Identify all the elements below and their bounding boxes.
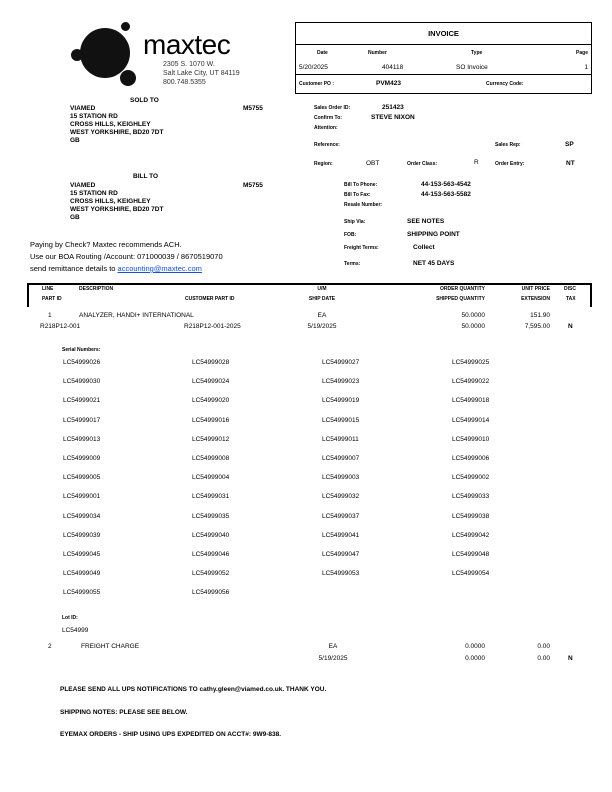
- company-name: maxtec: [143, 29, 231, 60]
- line-extension: 7,595.00: [524, 323, 550, 330]
- serial-number: LC54999032: [322, 493, 360, 501]
- serial-number: LC54999007: [322, 455, 360, 462]
- region-label: Region:: [314, 161, 333, 167]
- sold-to-code: M5755: [243, 105, 263, 112]
- bill-to-name: VIAMED: [70, 182, 96, 189]
- type-label: Type: [471, 50, 483, 56]
- terms: NET 45 DAYS: [413, 260, 455, 267]
- logo-dot: [121, 22, 130, 31]
- line-description: FREIGHT CHARGE: [81, 643, 140, 650]
- serial-number: LC54999039: [63, 531, 101, 539]
- confirm-to-label: Confirm To:: [314, 115, 342, 121]
- bill-to-fax: 44-153-563-5582: [421, 191, 471, 198]
- line-order-qty: 50.0000: [461, 312, 485, 319]
- serial-number: LC54999014: [452, 416, 490, 424]
- remittance-note: [30, 265, 202, 274]
- line-description: ANALYZER, HANDI+ INTERNATIONAL: [79, 312, 194, 319]
- sold-to-line: WEST YORKSHIRE, BD20 7DT: [70, 129, 164, 136]
- line-number: 1: [48, 312, 52, 319]
- serial-number: LC54999056: [192, 589, 230, 597]
- serial-number: LC54999054: [452, 570, 490, 578]
- logo-dot: [120, 70, 136, 86]
- serial-number: LC54999021: [63, 397, 101, 405]
- fob: SHIPPING POINT: [407, 231, 460, 238]
- invoice-page: 1: [584, 64, 588, 71]
- serial-number: LC54999052: [192, 570, 230, 578]
- serial-number: LC54999046: [192, 551, 230, 558]
- serial-number: LC54999019: [322, 397, 360, 405]
- col-description: DESCRIPTION: [79, 286, 114, 292]
- serial-number: LC54999045: [63, 551, 101, 558]
- serial-number: LC54999008: [192, 455, 230, 462]
- serial-number: LC54999020: [192, 397, 230, 405]
- remittance-text: send remittance details to: [30, 264, 118, 273]
- sales-order-id: 251423: [382, 104, 404, 111]
- company-address2: Salt Lake City, UT 84119: [163, 70, 240, 77]
- col-extension: EXTENSION: [521, 296, 550, 302]
- serial-number: LC54999033: [452, 493, 490, 501]
- page-label: Page: [576, 50, 588, 56]
- bill-to-code: M5755: [243, 182, 263, 189]
- col-ship-date: SHIP DATE: [308, 296, 336, 302]
- serial-number: LC54999038: [452, 512, 490, 520]
- line-tax: N: [568, 655, 573, 662]
- serial-number: LC54999024: [192, 378, 230, 386]
- line-customer-part-id: R218P12-001-2025: [184, 323, 241, 330]
- serial-number: LC54999026: [63, 359, 101, 366]
- terms-label: Terms:: [344, 261, 361, 267]
- ship-via: SEE NOTES: [407, 218, 445, 225]
- invoice-type: SO Invoice: [456, 64, 488, 71]
- phone-label: Bill To Phone:: [344, 182, 378, 188]
- col-disc: DISC: [564, 286, 576, 292]
- serial-number: LC54999016: [192, 416, 230, 424]
- line-shipped-qty: 50.0000: [461, 323, 485, 330]
- reference-label: Reference:: [314, 142, 340, 148]
- confirm-to: STEVE NIXON: [371, 114, 415, 121]
- serial-number: LC54999002: [452, 474, 490, 482]
- bill-to-heading: BILL TO: [133, 173, 159, 180]
- invoice-date: 5/20/2025: [299, 64, 328, 71]
- order-entry: NT: [566, 160, 575, 167]
- bill-to-line: CROSS HILLS, KEIGHLEY: [70, 198, 151, 205]
- sold-to-line: 15 STATION RD: [70, 113, 118, 120]
- serial-number: LC54999034: [63, 512, 101, 520]
- line-part-id: R218P12-001: [40, 323, 81, 330]
- eyemax-orders-note: EYEMAX ORDERS - SHIP USING UPS EXPEDITED ON ACCT#: 9W9-838.: [60, 731, 282, 738]
- serial-number: LC54999031: [192, 493, 230, 501]
- payment-note: Paying by Check? Maxtec recommends ACH.: [30, 240, 182, 249]
- line-order-qty: 0.0000: [465, 643, 485, 650]
- region: OBT: [366, 160, 380, 167]
- col-customer-part-id: CUSTOMER PART ID: [185, 296, 235, 302]
- serial-number: LC54999006: [452, 455, 490, 462]
- accounting-email-link[interactable]: accounting@maxtec.com: [117, 264, 202, 273]
- company-phone: 800.748.5355: [163, 79, 206, 86]
- company-address1: 2305 S. 1070 W.: [163, 61, 215, 68]
- serial-number: LC54999009: [63, 455, 101, 462]
- invoice-box: [295, 22, 592, 94]
- line-unit-price: 0.00: [537, 643, 550, 650]
- line-extension: 0.00: [537, 655, 550, 662]
- serial-number: LC54999049: [63, 570, 101, 578]
- ups-notification-note: PLEASE SEND ALL UPS NOTIFICATIONS TO cathy.gleen@viamed.co.uk. THANK YOU.: [60, 686, 327, 693]
- col-shipped-qty: SHIPPED QUANTITY: [436, 296, 485, 302]
- customer-po-label: Customer PO :: [299, 81, 335, 87]
- serial-number: LC54999018: [452, 397, 490, 405]
- line-um: EA: [328, 643, 338, 650]
- serial-number: LC54999027: [322, 359, 360, 366]
- sales-rep-label: Sales Rep:: [495, 142, 521, 148]
- fax-label: Bill To Fax:: [344, 192, 371, 198]
- sold-to-line: GB: [70, 137, 80, 144]
- line-um: EA: [317, 312, 327, 319]
- serial-number: LC54999015: [322, 416, 360, 424]
- invoice-title: INVOICE: [428, 29, 459, 38]
- serial-number: LC54999025: [452, 359, 490, 366]
- line-ship-date: 5/19/2025: [307, 323, 337, 330]
- sold-to-heading: SOLD TO: [130, 97, 159, 104]
- order-class: R: [474, 159, 479, 166]
- serial-number: LC54999022: [452, 378, 490, 386]
- invoice-number: 404118: [382, 64, 404, 71]
- bill-to-line: 15 STATION RD: [70, 190, 118, 197]
- line-number: 2: [48, 643, 52, 650]
- lot-id: LC54999: [62, 627, 89, 634]
- serial-number: LC54999004: [192, 474, 230, 482]
- serial-number: LC54999001: [63, 493, 101, 501]
- logo-dot: [71, 49, 83, 61]
- fob-label: FOB:: [344, 232, 357, 238]
- serial-number: LC54999040: [192, 531, 230, 539]
- line-unit-price: 151.90: [530, 312, 550, 319]
- date-label: Date: [317, 50, 328, 56]
- customer-po: PVM423: [376, 80, 401, 87]
- sold-to-name: VIAMED: [70, 105, 96, 112]
- resale-number-label: Resale Number:: [344, 202, 383, 208]
- line-ship-date: 5/19/2025: [318, 655, 348, 662]
- serial-number: LC54999042: [452, 531, 490, 539]
- serial-number: LC54999003: [322, 474, 360, 482]
- order-class-label: Order Class:: [407, 161, 438, 167]
- serial-numbers-label: Serial Numbers:: [62, 347, 101, 353]
- currency-code-label: Currency Code:: [486, 81, 524, 87]
- line-shipped-qty: 0.0000: [465, 655, 485, 662]
- serial-number: LC54999011: [322, 435, 359, 443]
- serial-number: LC54999030: [63, 378, 101, 386]
- col-line: LINE: [42, 286, 54, 292]
- line-tax: N: [568, 323, 573, 330]
- bill-to-phone: 44-153-563-4542: [421, 181, 471, 188]
- bill-to-line: WEST YORKSHIRE, BD20 7DT: [70, 206, 164, 213]
- lot-id-label: Lot ID:: [62, 615, 78, 621]
- serial-number: LC54999012: [192, 435, 230, 443]
- freight-terms-label: Freight Terms:: [344, 245, 379, 251]
- col-unit-price: UNIT PRICE: [521, 286, 550, 292]
- serial-number: LC54999037: [322, 512, 360, 520]
- col-um: U/M: [317, 286, 327, 292]
- serial-number: LC54999048: [452, 551, 490, 558]
- serial-number: LC54999047: [322, 551, 360, 558]
- col-part-id: PART ID: [42, 296, 62, 302]
- sales-order-label: Sales Order ID:: [314, 105, 351, 111]
- sales-rep: SP: [565, 141, 574, 148]
- serial-number: LC54999028: [192, 359, 230, 366]
- serial-number: LC54999035: [192, 512, 230, 520]
- order-entry-label: Order Entry:: [495, 161, 525, 167]
- serial-number: LC54999013: [63, 435, 101, 443]
- serial-number: LC54999055: [63, 589, 101, 597]
- number-label: Number: [368, 50, 387, 56]
- attention-label: Attention:: [314, 125, 338, 131]
- serial-number: LC54999053: [322, 570, 360, 578]
- serial-number: LC54999005: [63, 474, 101, 482]
- freight-terms: Collect: [413, 244, 435, 251]
- bank-details: Use our BOA Routing /Account: 071000039 / 8670519070: [30, 252, 223, 261]
- serial-number: LC54999041: [322, 531, 360, 539]
- bill-to-line: GB: [70, 214, 80, 221]
- ship-via-label: Ship Via:: [344, 219, 366, 225]
- serial-number: LC54999023: [322, 378, 360, 386]
- sold-to-line: CROSS HILLS, KEIGHLEY: [70, 121, 151, 128]
- serial-number: LC54999010: [452, 435, 490, 443]
- serial-number: LC54999017: [63, 416, 101, 424]
- shipping-notes: SHIPPING NOTES: PLEASE SEE BELOW.: [60, 709, 188, 716]
- col-order-qty: ORDER QUANTITY: [440, 286, 485, 292]
- col-tax: TAX: [566, 296, 576, 302]
